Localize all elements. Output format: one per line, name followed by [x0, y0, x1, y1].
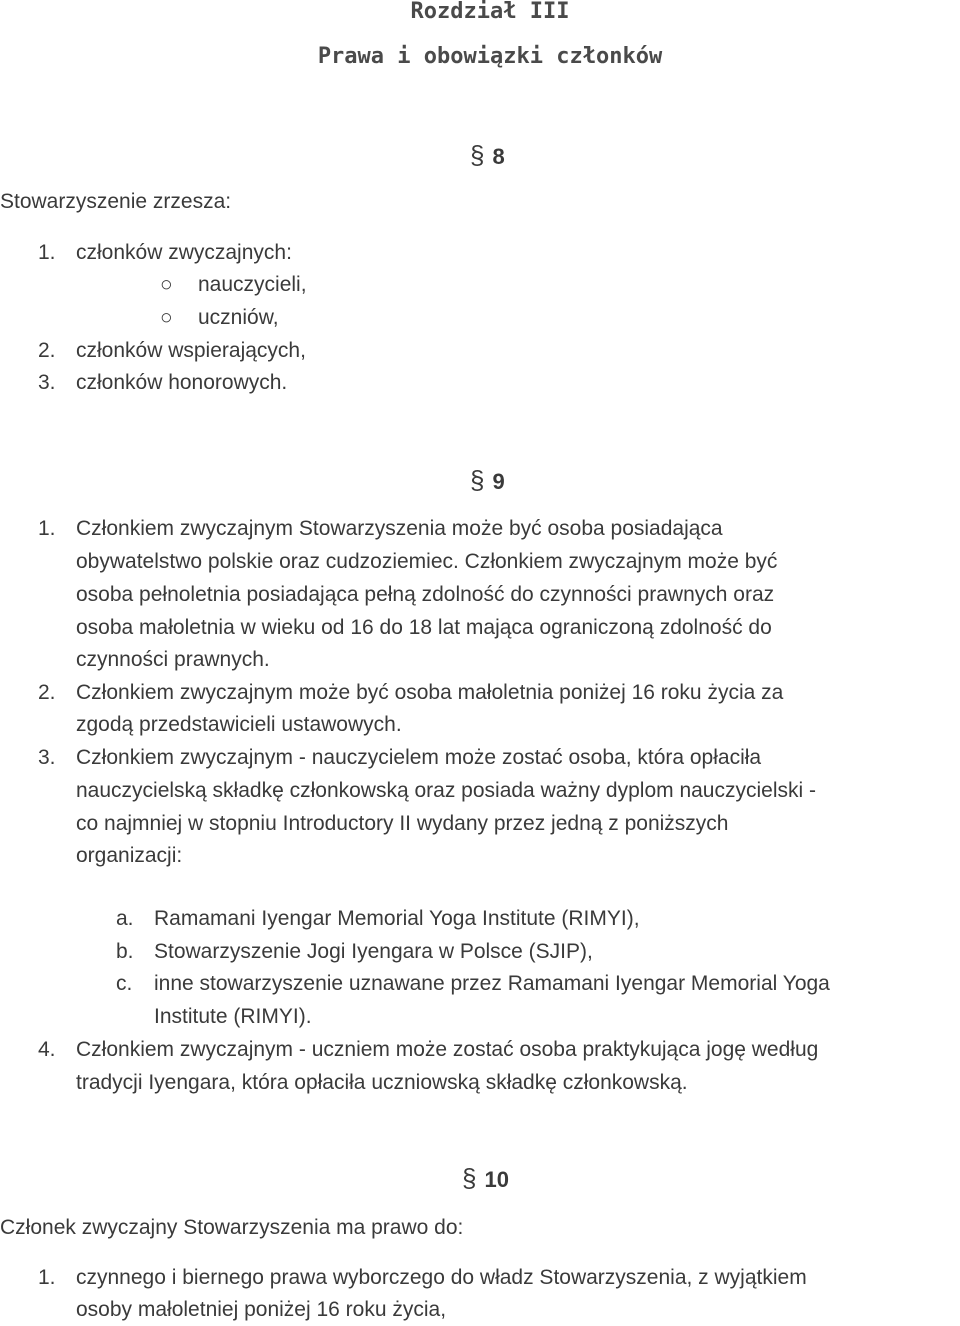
paragraph-line: Członkiem zwyczajnym może być osoba małoletnia poniżej 16 roku życia za: [76, 681, 784, 704]
list-item-number: 2.: [38, 681, 56, 704]
list-item: 2. członków wspierających,: [38, 339, 306, 362]
sublist-item: c. inne stowarzyszenie uznawane przez Ramamani Iyengar Memorial Yoga: [116, 972, 830, 995]
section-number: 9: [492, 469, 505, 494]
section-sign-icon: §: [462, 1163, 477, 1193]
paragraph-line: czynnego i biernego prawa wyborczego do władz Stowarzyszenia, z wyjątkiem: [76, 1266, 807, 1289]
paragraph-line: Członkiem zwyczajnym - nauczycielem może zostać osoba, która opłaciła: [76, 746, 762, 769]
paragraph-line: osoba małoletnia w wieku od 16 do 18 lat mająca ograniczoną zdolność do: [76, 616, 772, 639]
section-8-heading: [470, 140, 505, 171]
section-10-intro: Członek zwyczajny Stowarzyszenia ma prawo do:: [0, 1216, 464, 1239]
paragraph-line: czynności prawnych.: [76, 648, 270, 671]
paragraph-line: obywatelstwo polskie oraz cudzoziemiec. Członkiem zwyczajnym może być: [76, 550, 778, 573]
list-item: ○ nauczycieli,: [160, 269, 307, 301]
list-item: ○ uczniów,: [160, 302, 279, 334]
paragraph-line: osoba pełnoletnia posiadająca pełną zdolność do czynności prawnych oraz: [76, 583, 775, 606]
sublist-item: b. Stowarzyszenie Jogi Iyengara w Polsce (SJIP),: [116, 940, 593, 963]
list-item: 3. członków honorowych.: [38, 371, 288, 394]
circle-bullet-icon: ○: [160, 273, 173, 296]
paragraph-line: tradycji Iyengara, która opłaciła uczniowską składkę członkowską.: [76, 1071, 688, 1094]
section-8-intro: Stowarzyszenie zrzesza:: [0, 190, 232, 213]
list-item-number: 3.: [38, 746, 56, 769]
paragraph-line: osoby małoletniej poniżej 16 roku życia,: [76, 1298, 447, 1321]
paragraph-line: organizacji:: [76, 844, 183, 867]
list-item-number: 1.: [38, 1266, 56, 1289]
section-9-heading: [470, 465, 505, 496]
section-10-heading: [462, 1163, 509, 1194]
circle-bullet-icon: ○: [160, 306, 173, 329]
paragraph-line: nauczycielską składkę członkowską oraz posiada ważny dyplom nauczycielski -: [76, 779, 816, 802]
sublist-item: a. Ramamani Iyengar Memorial Yoga Institute (RIMYI),: [116, 907, 640, 930]
paragraph-line: zgodą przedstawicieli ustawowych.: [76, 713, 402, 736]
paragraph-line: Członkiem zwyczajnym Stowarzyszenia może być osoba posiadająca: [76, 517, 723, 540]
sublist-item-continuation: Institute (RIMYI).: [154, 1005, 312, 1028]
paragraph-line: Członkiem zwyczajnym - uczniem może zostać osoba praktykująca jogę według: [76, 1038, 819, 1061]
section-number: 10: [484, 1167, 509, 1192]
list-item: 1. członków zwyczajnych:: [38, 241, 292, 264]
section-number: 8: [492, 144, 505, 169]
list-item-number: 4.: [38, 1038, 56, 1061]
paragraph-line: co najmniej w stopniu Introductory II wydany przez jedną z poniższych: [76, 812, 729, 835]
chapter-title: Prawa i obowiązki członków: [317, 44, 663, 69]
chapter-heading: Rozdział III: [410, 0, 570, 24]
section-sign-icon: §: [470, 465, 485, 495]
list-item-number: 1.: [38, 517, 56, 540]
section-sign-icon: §: [470, 140, 485, 170]
